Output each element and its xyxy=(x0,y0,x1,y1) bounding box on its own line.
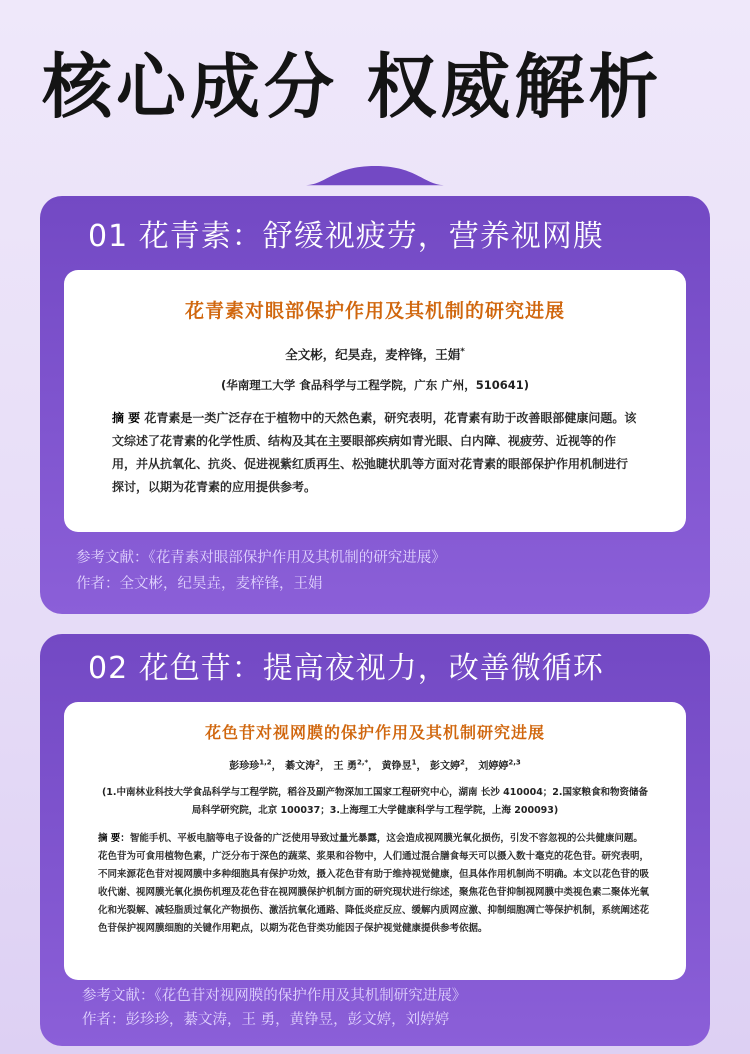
reference-title: 参考文献：《花青素对眼部保护作用及其机制的研究进展》 xyxy=(76,550,446,566)
section-heading: 02 花色苷：提高夜视力，改善微循环 xyxy=(88,651,604,686)
abstract-label: 摘 要 xyxy=(112,411,141,425)
paper-title: 花色苷对视网膜的保护作用及其机制研究进展 xyxy=(204,723,545,742)
paper-abstract xyxy=(64,830,686,938)
author-affil-mark: 2,3 xyxy=(508,758,521,767)
author-affil-mark: 1,2 xyxy=(259,758,272,767)
reference-authors: 作者：全文彬，纪昊垚，麦梓锋，王娟 xyxy=(76,576,323,592)
author-name: 彭文婷 xyxy=(430,761,460,772)
paper-affiliation: (华南理工大学 食品科学与工程学院，广东 广州，510641) xyxy=(220,378,530,392)
author-name: 刘婷婷 xyxy=(478,761,509,772)
author-affil-mark: 2 xyxy=(460,758,465,767)
author-name: 黄铮昱 xyxy=(381,761,412,772)
panel-tab-decoration xyxy=(250,166,500,200)
author-affil-mark: 2,* xyxy=(356,758,369,767)
paper-title: 花青素对眼部保护作用及其机制的研究进展 xyxy=(184,300,565,322)
author-name: 彭珍珍 xyxy=(229,761,260,772)
paper-abstract xyxy=(64,407,686,499)
page-title: 核心成分 权威解析 xyxy=(42,46,663,128)
section-anthocyanidin xyxy=(40,634,710,1046)
author-name: 綦文涛 xyxy=(285,761,316,772)
abstract-text: 智能手机、平板电脑等电子设备的广泛使用导致过量光暴露，这会造成视网膜光氧化损伤，引发不容忽视的公共健康问题。花色苷为可食用植物色素，广泛分布于深色的蔬菜、浆果和谷物中，人们通过混合膳食每天可以摄入数十毫克的花色苷。研究表明，不同来源花色苷对视网膜中多种细胞具有保护功效，摄入花色苷有助于维持视觉健康，但具体作用机制尚不明确。本文以花色苷的吸收代谢、视网膜光氧化损伤机理及花色苷在视网膜保护机制方面的研究现状进行综述，聚焦花色苷抑制视网膜中类视色素二聚体光氧化和光裂解、减轻脂质过氧化产物损伤、激活抗氧化通路、降低炎症反应、缓解内质网应激、抑制细胞凋亡等保护机制，系统阐述花色苷保护视网膜细胞的关键作用靶点，以期为花色苷类功能因子保护视觉健康提供参考依据。 xyxy=(98,833,650,934)
section-heading: 01 花青素：舒缓视疲劳，营养视网膜 xyxy=(88,219,604,254)
paper-card xyxy=(64,702,686,980)
author-name: 王 勇 xyxy=(333,761,357,772)
paper-authors xyxy=(64,345,686,363)
paper-card xyxy=(64,270,686,532)
author-affil-mark: 1 xyxy=(411,758,417,767)
reference-authors: 作者：彭珍珍，綦文涛，王 勇，黄铮昱，彭文婷，刘婷婷 xyxy=(82,1012,450,1028)
reference-title: 参考文献：《花色苷对视网膜的保护作用及其机制研究进展》 xyxy=(82,988,467,1004)
section-anthocyanin xyxy=(40,196,710,614)
abstract-text: 花青素是一类广泛存在于植物中的天然色素，研究表明，花青素有助于改善眼部健康问题。该文综述了花青素的化学性质、结构及其在主要眼部疾病如青光眼、白内障、视疲劳、近视等的作用，并从抗氧化、抗炎、促进视紫红质再生、松弛睫状肌等方面对花青素的眼部保护作用机制进行探讨，以期为花青素的应用提供参考。 xyxy=(112,411,637,494)
corresponding-mark: * xyxy=(460,346,465,357)
paper-authors: 彭珍珍$^{1,2}$， 綦文涛$^2$， 王 勇$^{2,*}$， 黄铮昱$^1$， 彭文婷$^2$， 刘婷婷$^{2,3}$ xyxy=(229,758,521,772)
paper-affiliation: (1.中南林业科技大学食品科学与工程学院，稻谷及副产物深加工国家工程研究中心，湖南 长沙 410004；2.国家粮食和物资储备局科学研究院，北京 100037；3.上海理工大学健康科学与工程学院，上海 200093) xyxy=(101,787,649,816)
abstract-label: 摘 要： xyxy=(98,833,130,844)
authors-text: 全文彬，纪昊垚，麦梓锋，王娟 xyxy=(285,347,461,362)
author-affil-mark: 2 xyxy=(315,758,320,767)
